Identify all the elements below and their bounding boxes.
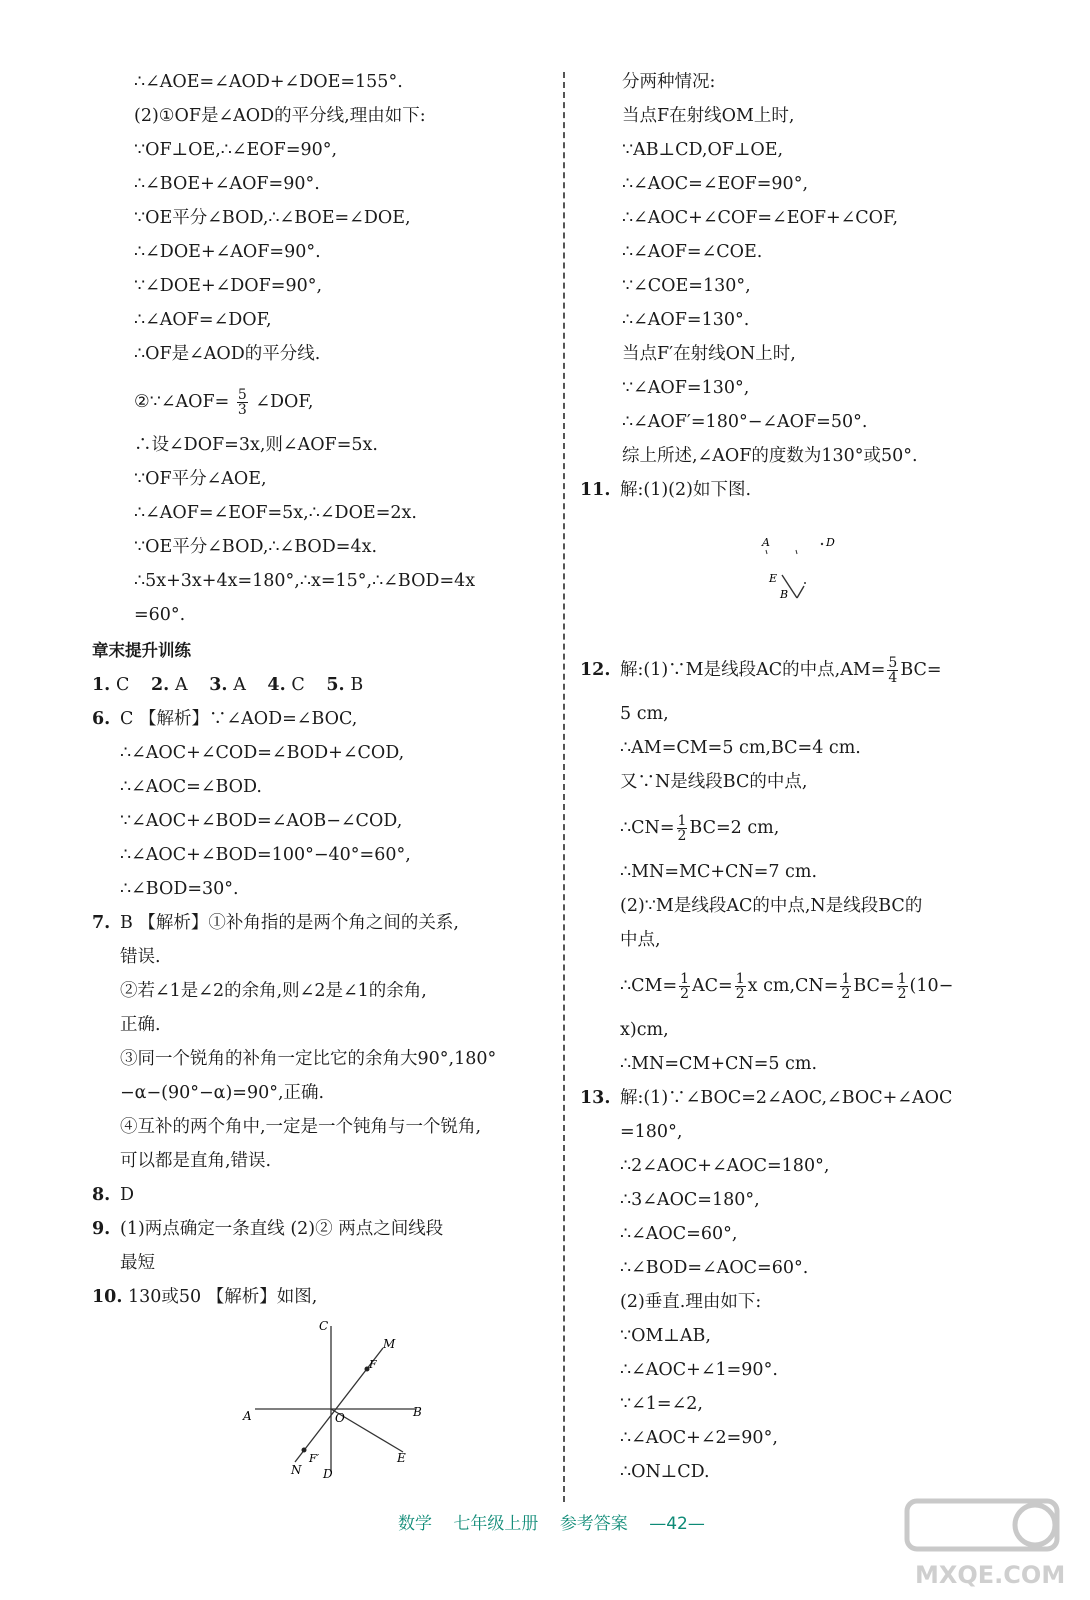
text-segment: AC= [692,976,733,996]
text-line: =60°. [134,605,186,625]
text-segment: 解:(1)∵M是线段AC的中点,AM= [620,660,886,680]
fraction [897,972,908,1001]
text-line: ∴∠BOD=30°. [120,879,239,899]
denominator: 4 [888,670,898,686]
label-d: D [323,1467,333,1481]
column-divider [563,72,565,1502]
denominator: 2 [735,986,745,1002]
text-segment: 解:(1)(2)如下图. [620,480,752,500]
numerator: 1 [677,813,687,829]
text-line: ∴∠BOE+∠AOF=90°. [134,174,320,194]
fraction [237,388,248,417]
text-segment: ∴CM= [620,976,678,996]
text-line: ∵∠AOC+∠BOD=∠AOB−∠COD, [120,811,403,831]
text-line: ③同一个锐角的补角一定比它的余角大90°,180° [120,1049,497,1069]
text-segment: ②∵∠AOF= [134,392,230,412]
text-line [92,1183,134,1207]
question-number: 4. [267,675,286,695]
text-line [92,707,357,731]
text-line: ∴∠AOC+∠1=90°. [620,1360,778,1380]
text-line [580,656,942,685]
point-mark [796,550,797,554]
footer-subject: 数学 [398,1514,432,1534]
text-line: 当点F′在射线ON上时, [622,344,796,364]
text-line: (2)①OF是∠AOD的平分线,理由如下: [134,106,426,126]
text-line: ∴ON⊥CD. [620,1462,710,1482]
answer-row [92,673,363,697]
text-line: ∵∠AOF=130°, [622,378,750,398]
question-number: 1. [92,675,111,695]
numerator: 1 [897,971,907,987]
text-line: ∴∠AOC=∠BOD. [120,777,262,797]
label-e: E [769,572,778,585]
text-line: 5 cm, [620,704,669,724]
text-segment: BC=2 cm, [689,818,780,838]
denominator: 2 [677,828,687,844]
text-line: ∴∠BOD=∠AOC=60°. [620,1258,809,1278]
text-line: ∴∠AOC+∠COF=∠EOF+∠COF, [622,208,899,228]
text-line: ∴∠AOF′=180°−∠AOF=50°. [622,412,868,432]
watermark-logo [895,1495,1075,1590]
watermark-text: MXQE.COM [915,1561,1066,1589]
fraction [887,656,898,685]
question-number: 13. [580,1088,611,1108]
page-number: —42— [649,1514,705,1534]
text-line: ∴∠AOC+∠BOD=100°−40°=60°, [120,845,411,865]
text-line: ∴2∠AOC+∠AOC=180°, [620,1156,830,1176]
answer: A [174,675,188,695]
fraction [840,972,851,1001]
text-line: ∴∠AOF=∠DOF, [134,310,272,330]
text-line: 正确. [120,1015,161,1035]
text-line: ∴OF是∠AOD的平分线. [134,344,321,364]
question-number: 11. [580,480,611,500]
text-line: ∵∠DOE+∠DOF=90°, [134,276,323,296]
question-number: 10. [92,1287,123,1307]
text-line: 中点, [620,930,661,950]
text-line: (2)垂直.理由如下: [620,1292,762,1312]
text-line: ∵OE平分∠BOD,∴∠BOE=∠DOE, [134,208,411,228]
text-segment: C 【解析】∵∠AOD=∠BOC, [120,709,358,729]
text-line: (2)∵M是线段AC的中点,N是线段BC的 [620,896,923,916]
text-line: 分两种情况: [622,72,716,92]
footer-title: 参考答案 [559,1514,628,1534]
question-number: 12. [580,660,611,680]
answer: C [291,675,305,695]
label-d: D [826,536,835,549]
text-segment: ∠DOF, [255,392,314,412]
text-line [620,972,953,1001]
text-segment: BC= [853,976,895,996]
text-line: ∴3∠AOC=180°, [620,1190,760,1210]
text-line: ∴∠AOC=∠EOF=90°, [622,174,809,194]
question-number: 7. [92,913,111,933]
text-segment: (10− [909,976,954,996]
label-b: B [413,1405,422,1419]
label-o: O [335,1411,345,1425]
text-line: ∴设∠DOF=3x,则∠AOF=5x. [134,435,378,455]
text-line: 错误. [120,947,161,967]
point-mark [766,550,767,554]
watermark-circle [1015,1505,1055,1545]
text-line: ∴∠AOF=∠COE. [622,242,763,262]
question-number: 9. [92,1219,111,1239]
text-segment: 解:(1)∵∠BOC=2∠AOC,∠BOC+∠AOC [620,1088,953,1108]
denominator: 2 [680,986,690,1002]
text-line: 可以都是直角,错误. [120,1151,272,1171]
question-number: 8. [92,1185,111,1205]
text-line: x)cm, [620,1020,669,1040]
numerator: 5 [888,655,898,671]
text-line [92,1285,317,1309]
fraction [679,972,690,1001]
text-line: ∴∠AOE=∠AOD+∠DOE=155°. [134,72,403,92]
text-line: ∵∠COE=130°, [622,276,751,296]
text-line [580,1086,952,1110]
text-line: −α−(90°−α)=90°,正确. [120,1083,325,1103]
label-a: A [762,536,770,549]
text-line: ∴∠AOF=130°. [622,310,750,330]
text-segment: BC= [900,660,942,680]
figure-11-diagram [752,528,842,608]
text-line [92,1217,443,1241]
text-line: ∴∠AOC+∠2=90°, [620,1428,778,1448]
text-line: ∴∠AOC+∠COD=∠BOD+∠COD, [120,743,405,763]
text-line: ∴MN=MC+CN=7 cm. [620,862,818,882]
denominator: 2 [841,986,851,1002]
text-line: 最短 [120,1253,155,1273]
answer: A [233,675,246,695]
point-d [821,543,823,545]
numerator: 1 [735,971,745,987]
text-line: ∵OM⊥AB, [620,1326,711,1346]
answer: B [350,675,364,695]
text-line: ∴MN=CM+CN=5 cm. [620,1054,818,1074]
numerator: 5 [237,387,247,403]
question-number: 2. [150,675,170,695]
point-f-prime [302,1448,307,1453]
text-segment: ∴CN= [620,818,675,838]
label-f-prime: F′ [309,1452,320,1465]
text-line: =180°, [620,1122,683,1142]
numerator: 1 [841,971,851,987]
text-line: ∵OE平分∠BOD,∴∠BOD=4x. [134,537,378,557]
figure-10-diagram [235,1312,435,1482]
fraction [735,972,746,1001]
text-line: ∴∠AOF=∠EOF=5x,∴∠DOE=2x. [134,503,417,523]
text-line [92,911,459,935]
section-heading: 章末提升训练 [92,641,191,660]
question-number: 3. [209,675,228,695]
text-segment: B 【解析】①补角指的是两个角之间的关系, [120,913,459,933]
text-segment: D [120,1185,135,1205]
label-n: N [291,1463,302,1477]
text-line [620,814,779,843]
label-f: F [369,1358,377,1371]
text-line: ∴5x+3x+4x=180°,∴x=15°,∴∠BOD=4x [134,571,476,591]
text-line: ④互补的两个角中,一定是一个钝角与一个锐角, [120,1117,482,1137]
question-number: 5. [326,675,345,695]
watermark-frame [907,1501,1057,1549]
text-line [580,478,751,502]
text-line: ∴∠DOE+∠AOF=90°. [134,242,321,262]
text-line: ∵OF平分∠AOE, [134,469,267,489]
fraction [677,814,688,843]
label-e: E [397,1451,406,1465]
numerator: 1 [680,971,690,987]
text-line: ②若∠1是∠2的余角,则∠2是∠1的余角, [120,981,427,1001]
text-line: ∵OF⊥OE,∴∠EOF=90°, [134,140,338,160]
text-line: ∴∠AOC=60°, [620,1224,738,1244]
point [804,582,806,584]
text-line: ∴AM=CM=5 cm,BC=4 cm. [620,738,861,758]
text-segment: (1)两点确定一条直线 (2)② 两点之间线段 [120,1219,444,1239]
text-line: 综上所述,∠AOF的度数为130°或50°. [622,446,918,466]
text-segment: 130或50 【解析】如图, [128,1287,318,1307]
answer: C [116,675,130,695]
text-line: ∵∠1=∠2, [620,1394,703,1414]
text-line: 又∵N是线段BC的中点, [620,772,808,792]
label-c: C [319,1319,329,1333]
question-number: 6. [92,709,111,729]
footer-grade: 七年级上册 [453,1514,539,1534]
label-m: M [383,1337,396,1351]
segment [797,586,804,598]
text-segment: x cm,CN= [747,976,839,996]
denominator: 3 [237,402,247,418]
denominator: 2 [897,986,907,1002]
label-b: B [780,588,789,601]
page-footer [398,1509,721,1534]
text-line: 当点F在射线OM上时, [622,106,795,126]
text-line [134,388,313,417]
text-line: ∵AB⊥CD,OF⊥OE, [622,140,784,160]
label-a: A [243,1409,252,1423]
